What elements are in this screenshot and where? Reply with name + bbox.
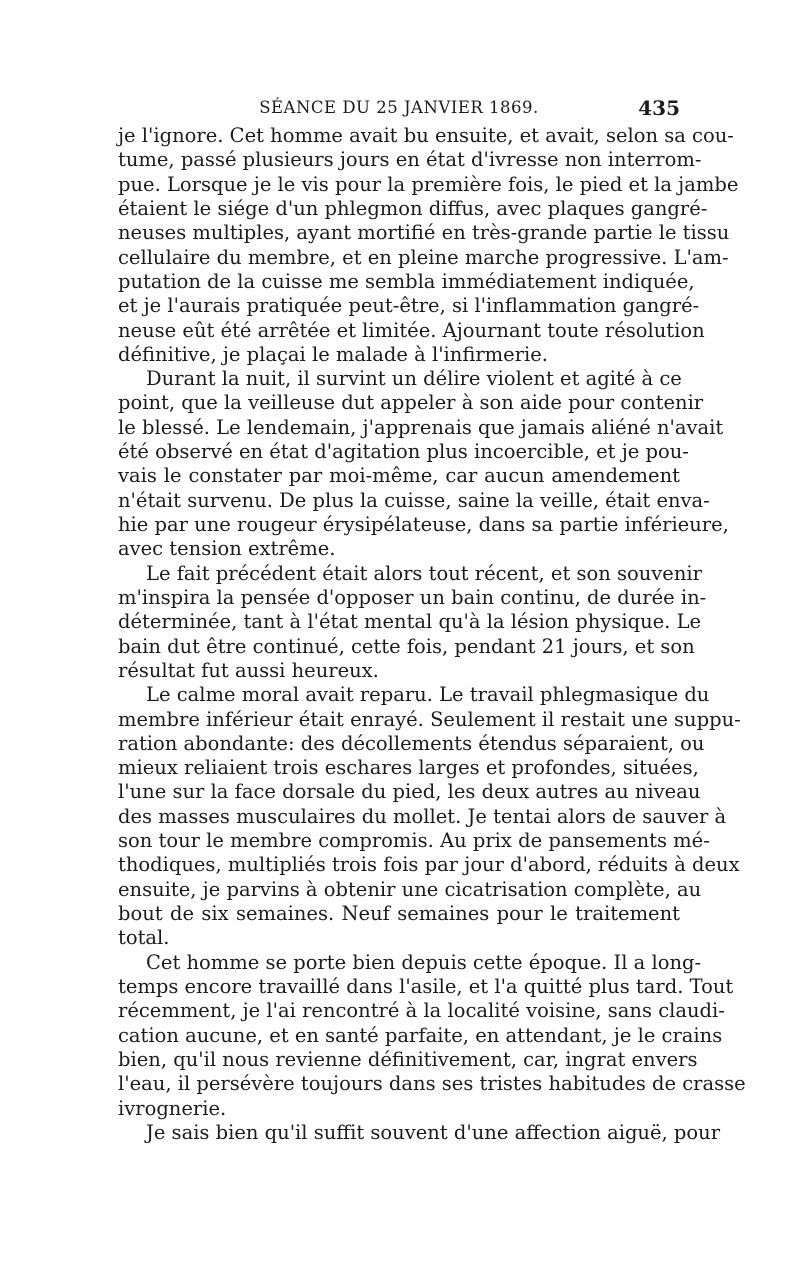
text-line: vais le constater par moi-même, car aucun amendement — [118, 464, 680, 488]
text-line: pue. Lorsque je le vis pour la première fois, le pied et la jambe — [118, 172, 739, 196]
text-line: été observé en état d'agitation plus incoercible, et je pou- — [118, 440, 689, 464]
text-line: Durant la nuit, il survint un délire violent et agité à ce — [146, 367, 682, 391]
text-line: je l'ignore. Cet homme avait bu ensuite, et avait, selon sa cou- — [118, 124, 734, 147]
running-head-title: SÉANCE DU 25 JANVIER 1869. — [259, 98, 539, 117]
text-line: son tour le membre compromis. Au prix de pansements mé- — [118, 829, 710, 853]
text-line: étaient le siége d'un phlegmon diffus, avec plaques gangré- — [118, 196, 708, 220]
text-line: l'eau, il persévère toujours dans ses tristes habitudes de crasse — [118, 1072, 746, 1096]
text-line: hie par une rougeur érysipélateuse, dans sa partie inférieure, — [118, 513, 729, 536]
page-number: 435 — [638, 96, 680, 120]
text-line: mieux reliaient trois eschares larges et profondes, situées, — [118, 756, 699, 780]
text-line: récemment, je l'ai rencontré à la localité voisine, sans claudi- — [118, 999, 725, 1023]
text-line: bain dut être continué, cette fois, pendant 21 jours, et son — [118, 634, 695, 658]
text-line: avec tension extrême. — [118, 537, 336, 561]
text-line: ration abondante: des décollements étendus séparaient, ou — [118, 731, 705, 755]
text-line: n'était survenu. De plus la cuisse, saine la veille, était enva- — [118, 488, 710, 512]
text-line: Le calme moral avait reparu. Le travail phlegmasique du — [146, 683, 710, 707]
text-line: cellulaire du membre, et en pleine marche progressive. L'am- — [118, 245, 729, 269]
text-line: total. — [118, 926, 170, 950]
text-line: neuse eût été arrêtée et limitée. Ajournant toute résolution — [118, 318, 705, 342]
text-line: point, que la veilleuse dut appeler à son aide pour contenir — [118, 391, 704, 415]
text-line: temps encore travaillé dans l'asile, et l'a quitté plus tard. Tout — [118, 974, 734, 998]
text-line: bien, qu'il nous revienne définitivement, car, ingrat envers — [118, 1047, 698, 1071]
text-line: thodiques, multipliés trois fois par jour d'abord, réduits à deux — [118, 853, 740, 877]
text-line: l'une sur la face dorsale du pied, les deux autres au niveau — [118, 780, 701, 804]
text-line: putation de la cuisse me sembla immédiatement indiquée, — [118, 269, 695, 293]
text-line: déterminée, tant à l'état mental qu'à la lésion physique. Le — [118, 610, 702, 634]
text-line: et je l'aurais pratiquée peut-être, si l'inflammation gangré- — [118, 294, 700, 318]
text-line: Le fait précédent était alors tout récent, et son souvenir — [146, 561, 702, 585]
text-line: membre inférieur était enrayé. Seulement il restait une suppu- — [118, 707, 741, 731]
text-line: neuses multiples, ayant mortifié en très-grande partie le tissu — [118, 221, 730, 245]
text-line: ivrognerie. — [118, 1096, 227, 1120]
text-line: des masses musculaires du mollet. Je tentai alors de sauver à — [118, 804, 727, 828]
running-head — [118, 98, 680, 124]
text-line: résultat fut aussi heureux. — [118, 658, 379, 682]
text-line: ensuite, je parvins à obtenir une cicatrisation complète, au — [118, 877, 702, 901]
text-line: bout de six semaines. Neuf semaines pour le traitement — [118, 902, 680, 925]
text-line: cation aucune, et en santé parfaite, en attendant, je le crains — [118, 1023, 723, 1047]
text-line: définitive, je plaçai le malade à l'infirmerie. — [118, 342, 549, 366]
text-line: Cet homme se porte bien depuis cette époque. Il a long- — [146, 950, 702, 974]
body-text — [118, 124, 746, 1145]
text-line: Je sais bien qu'il suffit souvent d'une affection aiguë, pour — [146, 1120, 721, 1144]
text-line: le blessé. Le lendemain, j'apprenais que jamais aliéné n'avait — [118, 415, 724, 439]
text-line: tume, passé plusieurs jours en état d'ivresse non interrom- — [118, 148, 702, 172]
text-line: m'inspira la pensée d'opposer un bain continu, de durée in- — [118, 585, 707, 609]
